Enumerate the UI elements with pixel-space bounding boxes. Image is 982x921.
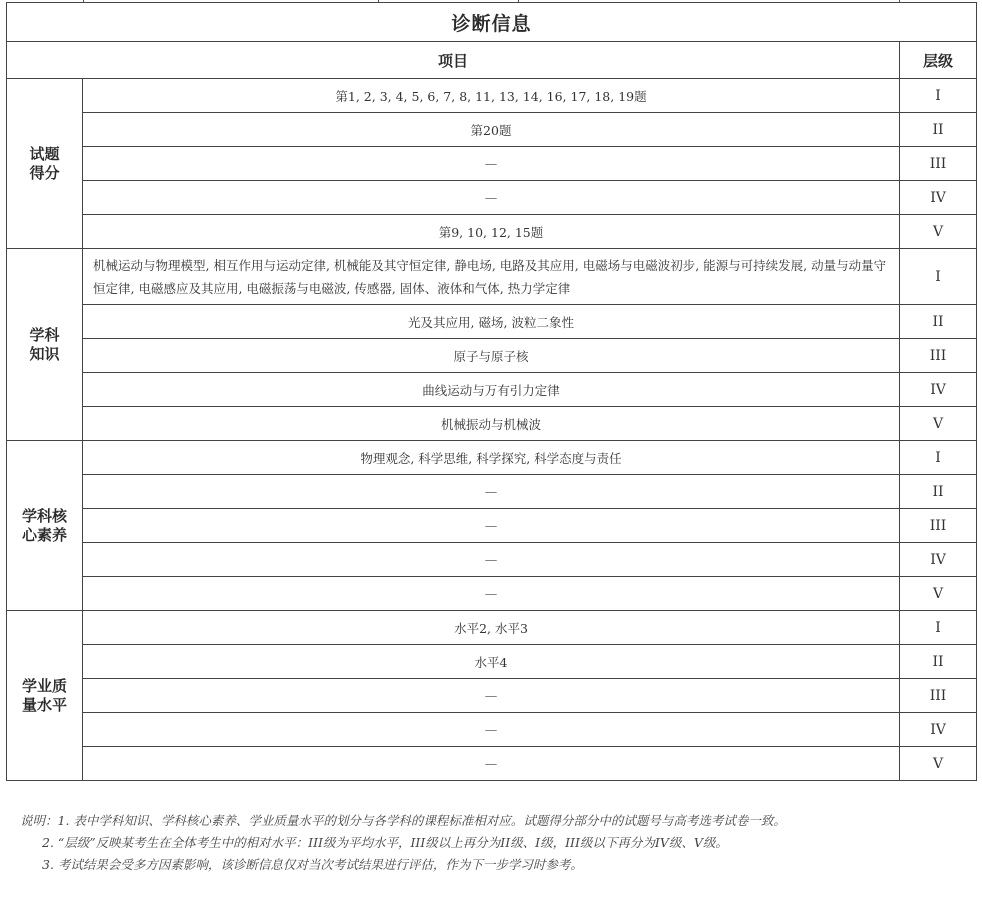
table-row-item: — xyxy=(83,747,900,781)
note-1: 说明：1. 表中学科知识、学科核心素养、学业质量水平的划分与各学科的课程标准相对应。试题得分部分中的试题号与高考选考试卷一致。 xyxy=(20,813,786,828)
table-row-level: IV xyxy=(900,181,977,215)
table-row-level: III xyxy=(900,339,977,373)
table-row-level: IV xyxy=(900,373,977,407)
table-row-item: 机械振动与机械波 xyxy=(83,407,900,441)
table-row-level: I xyxy=(900,441,977,475)
table-row-item: — xyxy=(83,577,900,611)
table-row-level: V xyxy=(900,577,977,611)
table-row-item: 机械运动与物理模型, 相互作用与运动定律, 机械能及其守恒定律, 静电场, 电路及其应用, 电磁场与电磁波初步, 能源与可持续发展, 动量与动量守恒定律, 电磁感应及其应用, 电磁振荡与电磁波, 传感器, 固体、液体和气体, 热力学定律 xyxy=(83,249,900,305)
table-row-level: IV xyxy=(900,713,977,747)
table-row-item: 光及其应用, 磁场, 波粒二象性 xyxy=(83,305,900,339)
note-2: 2. “层级”反映某考生在全体考生中的相对水平：III级为平均水平，III级以上再分为II级、I级，III级以下再分为IV级、V级。 xyxy=(42,835,728,850)
explanation-notes xyxy=(20,810,965,876)
table-row-level: III xyxy=(900,679,977,713)
header-item: 项目 xyxy=(7,42,900,79)
table-row-item: 水平4 xyxy=(83,645,900,679)
table-row-level: I xyxy=(900,249,977,305)
category-literacy: 学科核 心素养 xyxy=(7,441,83,611)
table-row-item: — xyxy=(83,147,900,181)
table-row-item: 物理观念, 科学思维, 科学探究, 科学态度与责任 xyxy=(83,441,900,475)
table-title: 诊断信息 xyxy=(7,3,977,42)
table-row-item: — xyxy=(83,509,900,543)
table-row-level: III xyxy=(900,509,977,543)
table-row-level: I xyxy=(900,611,977,645)
table-row-level: II xyxy=(900,305,977,339)
table-row-level: V xyxy=(900,407,977,441)
table-row-item: 第20题 xyxy=(83,113,900,147)
table-row-item: — xyxy=(83,543,900,577)
table-row-item: — xyxy=(83,679,900,713)
table-row-level: II xyxy=(900,475,977,509)
table-row-level: II xyxy=(900,645,977,679)
table-row-level: III xyxy=(900,147,977,181)
category-score: 试题 得分 xyxy=(7,79,83,249)
category-quality: 学业质 量水平 xyxy=(7,611,83,781)
note-3: 3. 考试结果会受多方因素影响，该诊断信息仅对当次考试结果进行评估，作为下一步学习时参考。 xyxy=(42,857,583,872)
table-row-item: 原子与原子核 xyxy=(83,339,900,373)
table-row-level: IV xyxy=(900,543,977,577)
table-row-item: — xyxy=(83,713,900,747)
table-row-level: V xyxy=(900,215,977,249)
table-row-item: — xyxy=(83,181,900,215)
table-row-item: — xyxy=(83,475,900,509)
table-row-item: 第1, 2, 3, 4, 5, 6, 7, 8, 11, 13, 14, 16, 17, 18, 19题 xyxy=(83,79,900,113)
header-level: 层级 xyxy=(900,42,977,79)
table-row-level: V xyxy=(900,747,977,781)
table-row-item: 第9, 10, 12, 15题 xyxy=(83,215,900,249)
diagnosis-table xyxy=(6,2,977,781)
table-row-item: 水平2, 水平3 xyxy=(83,611,900,645)
table-row-item: 曲线运动与万有引力定律 xyxy=(83,373,900,407)
table-row-level: II xyxy=(900,113,977,147)
category-knowledge: 学科 知识 xyxy=(7,249,83,441)
table-row-level: I xyxy=(900,79,977,113)
